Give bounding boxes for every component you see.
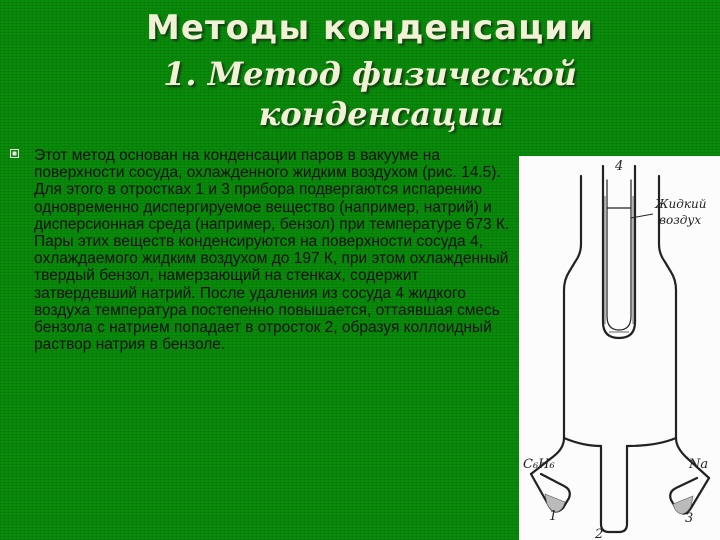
bullet-text: Этот метод основан на конденсации паров в вакууме на поверхности сосуда, охлажденного жидким воздухом (рис. 14.5). Для этого в отростках 1 и 3 прибора подвергаются испарению одновременно диспергируемое вещество (например, натрий) и дисперсионная среда (например, бензол) при температуре 673 К. Пары этих веществ конденсируются на поверхности сосуда 4, охлаждаемого жидким воздухом до 197 К, при этом охлажденный твердый бензол, намерзающий на стенках, содержит затвердевший натрий. После удаления из сосуда 4 жидкого воздуха температура постепенно повышается, оттаявшая смесь бензола с натрием попадает в отросток 2, образуя коллоидный раствор натрия в бензоле. bbox=[34, 147, 510, 354]
label-4: 4 bbox=[615, 159, 624, 174]
vessel-outer bbox=[531, 176, 581, 474]
cold-finger bbox=[603, 166, 635, 338]
label-3: 3 bbox=[685, 511, 694, 526]
square-bullet-icon bbox=[10, 149, 19, 158]
title-line-3: конденсации bbox=[258, 95, 504, 133]
title-line-2: 1. Метод физической bbox=[163, 55, 577, 93]
branch-2 bbox=[601, 446, 627, 532]
label-1: 1 bbox=[549, 509, 558, 524]
label-air-1: Жидкий bbox=[655, 197, 707, 211]
label-na: Na bbox=[689, 457, 709, 472]
title-line-1: Методы конденсации bbox=[146, 8, 594, 48]
label-air-2: воздух bbox=[659, 213, 702, 227]
label-c6h6: C₆H₆ bbox=[523, 457, 555, 472]
label-2: 2 bbox=[595, 527, 604, 540]
slide-title bbox=[110, 6, 630, 134]
apparatus-figure bbox=[519, 156, 720, 540]
